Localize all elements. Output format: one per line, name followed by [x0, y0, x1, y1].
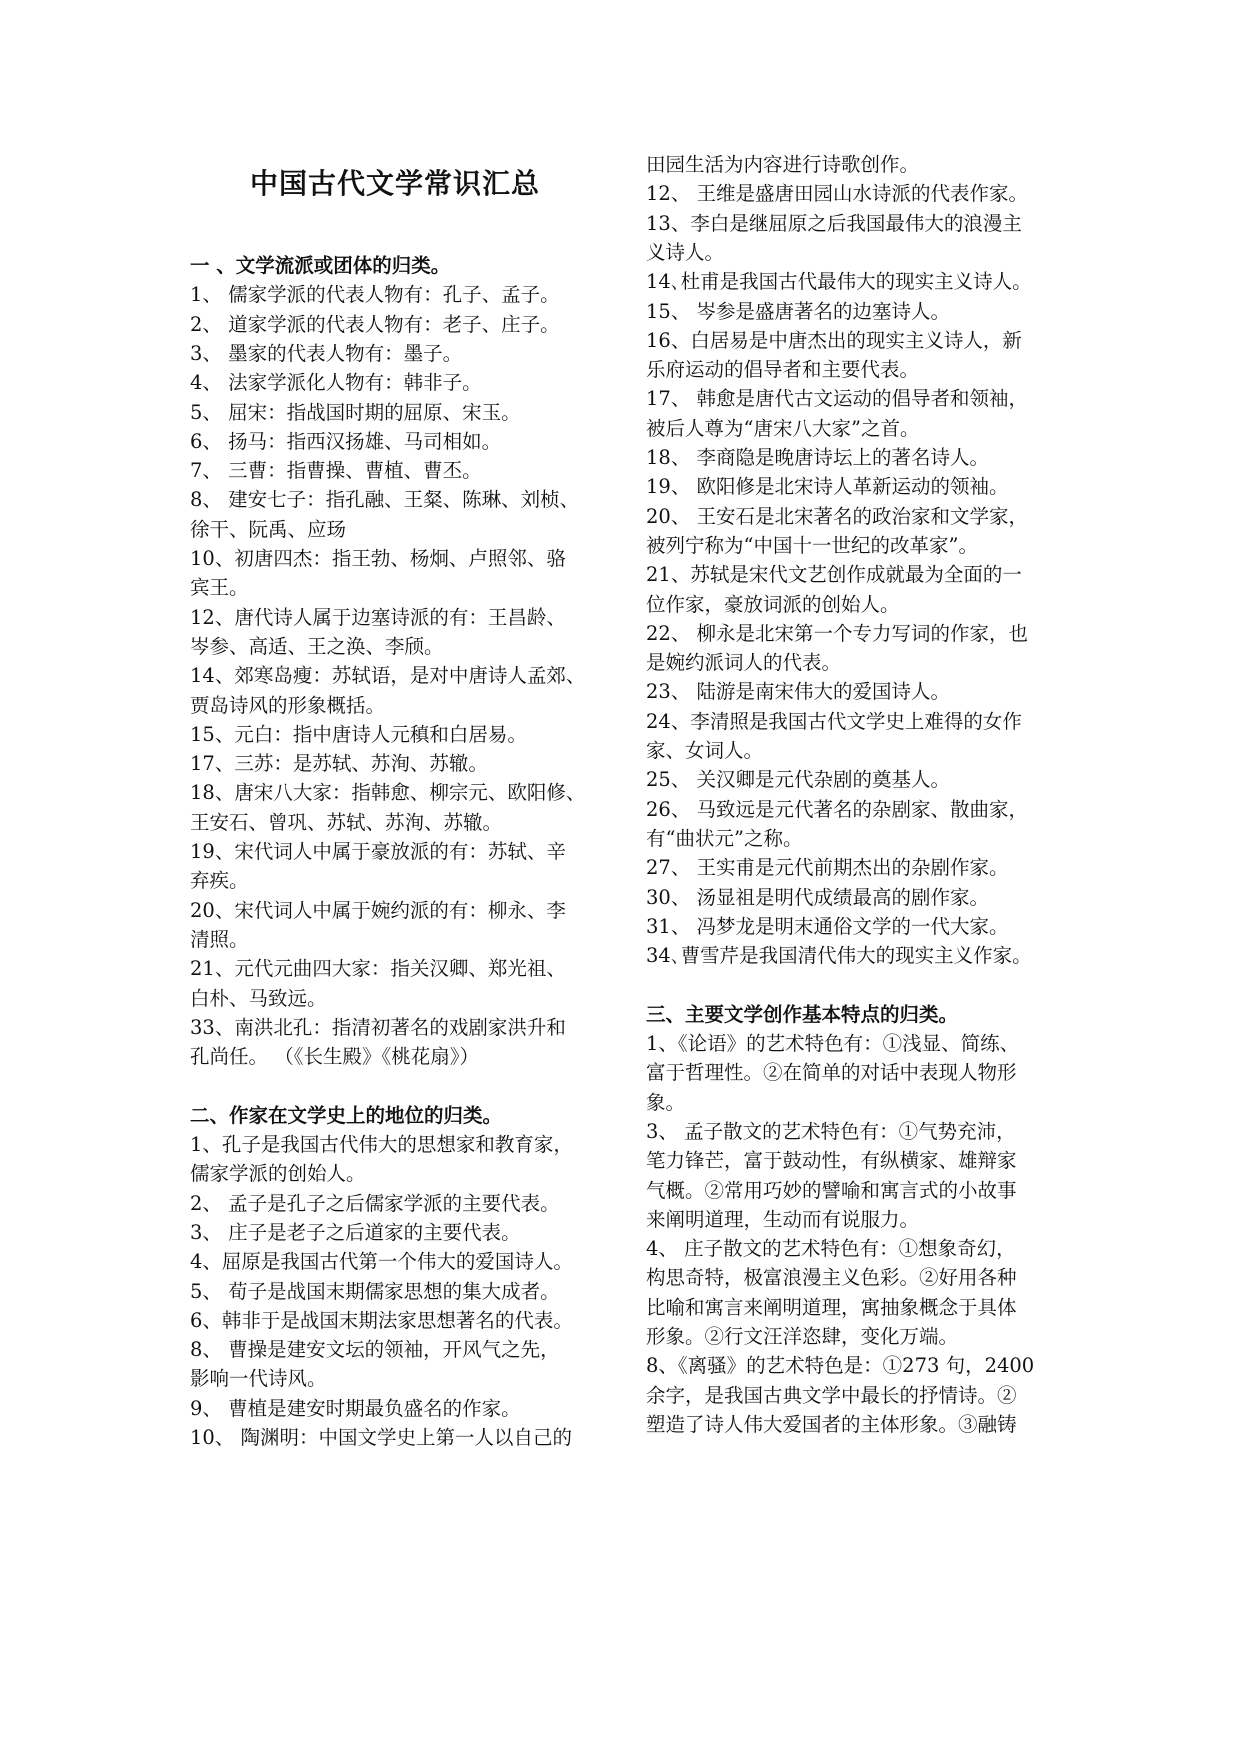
text-line: 1、《论语》的艺术特色有：①浅显、简练、 — [646, 1032, 1020, 1055]
text-line: 象。 — [646, 1090, 686, 1114]
text-line: 24、李清照是我国古代文学史上难得的女作 — [646, 709, 1022, 733]
text-line: 余字，是我国古典文学中最长的抒情诗。② — [646, 1383, 1017, 1407]
text-line: 贾岛诗风的形象概括。 — [190, 693, 386, 717]
text-line: 15、 岑参是盛唐著名的边塞诗人。 — [646, 299, 951, 323]
text-line: 21、苏轼是宋代文艺创作成就最为全面的一 — [646, 563, 1022, 587]
text-line: 27、 王实甫是元代前期杰出的杂剧作家。 — [646, 856, 1009, 880]
text-line: 被列宁称为“中国十一世纪的改革家”。 — [646, 533, 978, 557]
page-title: 中国古代文学常识汇总 — [249, 167, 540, 200]
text-line: 6、韩非于是战国末期法家思想著名的代表。 — [190, 1308, 573, 1332]
text-line: 23、 陆游是南宋伟大的爱国诗人。 — [646, 680, 951, 704]
text-line: 33、南洪北孔：指清初著名的戏剧家洪升和 — [190, 1015, 566, 1039]
text-line: 16、白居易是中唐杰出的现实主义诗人，新 — [646, 328, 1022, 352]
text-line: 岑参、高适、王之涣、李颀。 — [190, 634, 444, 658]
text-line: 宾王。 — [190, 576, 249, 600]
text-line: 18、唐宋八大家：指韩愈、柳宗元、欧阳修、 — [190, 781, 586, 805]
text-line: 是婉约派词人的代表。 — [646, 651, 842, 675]
text-line: 富于哲理性。②在简单的对话中表现人物形 — [646, 1061, 1017, 1085]
text-line: 20、 王安石是北宋著名的政治家和文学家， — [646, 504, 1029, 528]
text-line: 4、屈原是我国古代第一个伟大的爱国诗人。 — [190, 1250, 573, 1274]
text-line: 来阐明道理，生动而有说服力。 — [646, 1207, 920, 1231]
text-line: 17、三苏：是苏轼、苏洵、苏辙。 — [190, 752, 488, 776]
text-line: 2、 道家学派的代表人物有：老子、庄子。 — [190, 312, 560, 336]
text-line: 徐干、阮禹、应玚 — [190, 517, 347, 541]
section-heading: 三、主要文学创作基本特点的归类。 — [646, 1002, 959, 1026]
text-line: 被后人尊为“唐宋八大家”之首。 — [646, 416, 920, 440]
text-line: 31、 冯梦龙是明末通俗文学的一代大家。 — [646, 914, 1009, 938]
text-line: 6、 扬马：指西汉扬雄、马司相如。 — [190, 429, 502, 453]
text-line: 14､杜甫是我国古代最伟大的现实主义诗人。 — [646, 270, 1032, 294]
text-line: 10、 陶渊明：中国文学史上第一人以自己的 — [190, 1426, 573, 1449]
text-line: 孔尚任。 （《长生殿》《桃花扇》） — [190, 1045, 479, 1069]
text-line: 9、 曹植是建安时期最负盛名的作家。 — [190, 1396, 521, 1420]
text-line: 笔力锋芒，富于鼓动性，有纵横家、雄辩家 — [646, 1149, 1017, 1173]
text-line: 构思奇特，极富浪漫主义色彩。②好用各种 — [646, 1266, 1017, 1290]
text-line: 位作家，豪放词派的创始人。 — [646, 592, 900, 616]
text-line: 19、宋代词人中属于豪放派的有：苏轼、辛 — [190, 840, 566, 863]
text-line: 家、女词人。 — [646, 739, 764, 762]
text-line: 乐府运动的倡导者和主要代表。 — [646, 358, 920, 382]
text-line: 4、 法家学派化人物有：韩非子。 — [190, 371, 482, 395]
text-line: 2、 孟子是孔子之后儒家学派的主要代表。 — [190, 1191, 560, 1215]
text-line: 清照。 — [190, 927, 249, 951]
text-line: 弃疾。 — [190, 869, 249, 893]
text-line: 13、李白是继屈原之后我国最伟大的浪漫主 — [646, 211, 1022, 235]
text-line: 白朴、马致远。 — [190, 986, 327, 1010]
text-line: 15、元白：指中唐诗人元稹和白居易。 — [190, 722, 527, 746]
text-line: 儒家学派的创始人。 — [190, 1162, 366, 1186]
text-line: 12、唐代诗人属于边塞诗派的有：王昌龄、 — [190, 605, 566, 629]
text-line: 8、《离骚》的艺术特色是：①273 句，2400 — [646, 1354, 1035, 1378]
text-line: 形象。②行文汪洋恣肆，变化万端。 — [646, 1325, 959, 1348]
text-line: 义诗人。 — [646, 240, 725, 264]
section-heading: 一 、文学流派或团体的归类。 — [190, 254, 451, 277]
text-line: 1、孔子是我国古代伟大的思想家和教育家， — [190, 1133, 573, 1156]
text-line: 影响一代诗风。 — [190, 1367, 327, 1391]
text-line: 7、 三曹：指曹操、曹植、曹丕。 — [190, 459, 482, 483]
text-line: 22、 柳永是北宋第一个专力写词的作家，也 — [646, 621, 1029, 645]
text-line: 3、 墨家的代表人物有：墨子。 — [190, 341, 463, 365]
text-line: 18、 李商隐是晚唐诗坛上的著名诗人。 — [646, 446, 990, 469]
text-line: 21、元代元曲四大家：指关汉卿、郑光祖、 — [190, 957, 566, 981]
text-line: 12、 王维是盛唐田园山水诗派的代表作家。 — [646, 182, 1029, 206]
text-line: 3、 庄子是老子之后道家的主要代表。 — [190, 1220, 521, 1244]
text-line: 30、 汤显祖是明代成绩最高的剧作家。 — [646, 885, 990, 909]
text-line: 塑造了诗人伟大爱国者的主体形象。③融铸 — [646, 1412, 1017, 1436]
text-line: 10、初唐四杰：指王勃、杨炯、卢照邻、骆 — [190, 547, 566, 570]
text-line: 比喻和寓言来阐明道理，寓抽象概念于具体 — [646, 1295, 1017, 1319]
text-line: 19、 欧阳修是北宋诗人革新运动的领袖。 — [646, 475, 1009, 499]
text-line: 34､曹雪芹是我国清代伟大的现实主义作家。 — [646, 944, 1032, 968]
text-line: 王安石、曾巩、苏轼、苏洵、苏辙。 — [190, 810, 503, 834]
text-line: 有“曲状元”之称。 — [646, 826, 803, 850]
text-line: 8、 曹操是建安文坛的领袖，开风气之先， — [190, 1338, 560, 1362]
text-line: 5、 屈宋：指战国时期的屈原、宋玉。 — [190, 400, 521, 424]
text-line: 14、郊寒岛瘦：苏轼语，是对中唐诗人孟郊、 — [190, 664, 586, 688]
text-line: 4、 庄子散文的艺术特色有：①想象奇幻， — [646, 1237, 1016, 1261]
text-line: 25、 关汉卿是元代杂剧的奠基人。 — [646, 768, 951, 792]
text-line: 1、 儒家学派的代表人物有：孔子、孟子。 — [190, 283, 560, 307]
text-line: 17、 韩愈是唐代古文运动的倡导者和领袖， — [646, 387, 1029, 411]
text-line: 3、 孟子散文的艺术特色有：①气势充沛， — [646, 1119, 1016, 1143]
text-line: 20、宋代词人中属于婉约派的有：柳永、李 — [190, 898, 566, 922]
section-heading: 二、作家在文学史上的地位的归类。 — [190, 1103, 503, 1127]
text-line: 26、 马致远是元代著名的杂剧家、散曲家， — [646, 797, 1029, 821]
text-line: 田园生活为内容进行诗歌创作。 — [646, 153, 920, 176]
text-line: 5、 荀子是战国末期儒家思想的集大成者。 — [190, 1279, 560, 1303]
text-line: 气概。②常用巧妙的譬喻和寓言式的小故事 — [646, 1178, 1017, 1202]
text-line: 8、 建安七子：指孔融、王粲、陈琳、刘桢、 — [190, 488, 580, 512]
